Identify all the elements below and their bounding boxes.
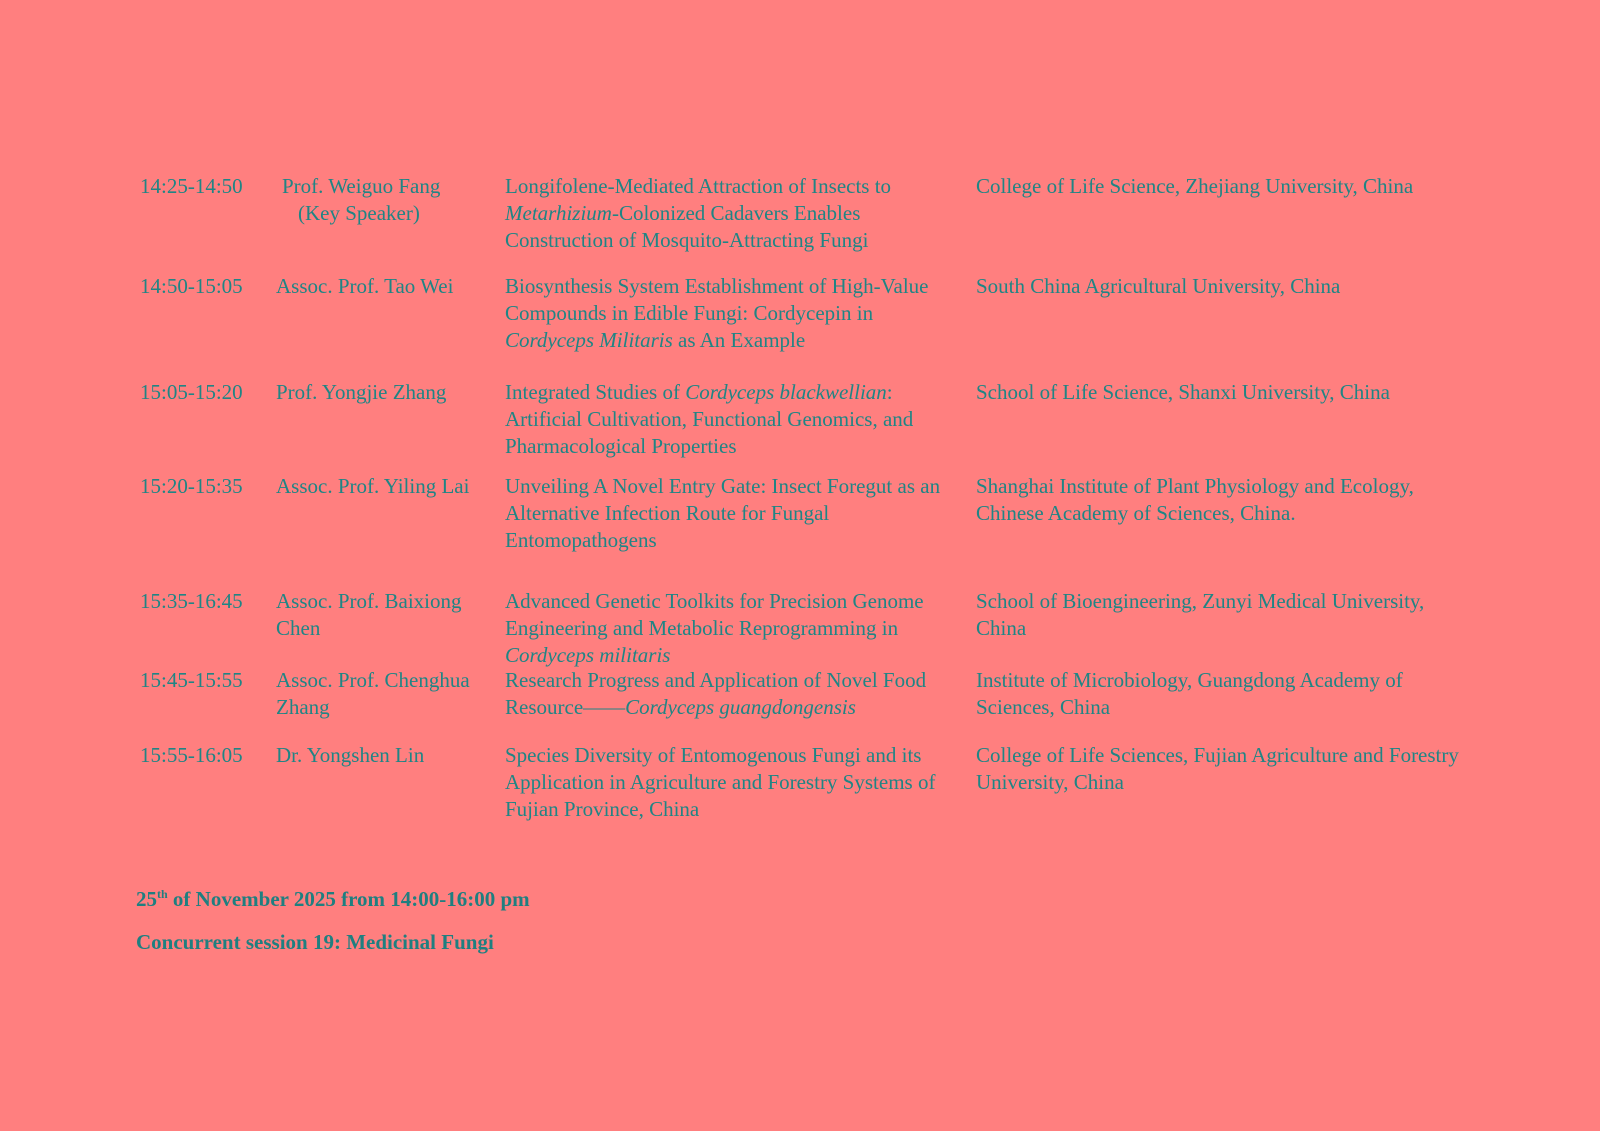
speaker-name: Assoc. Prof. Baixiong Chen bbox=[276, 589, 462, 640]
talk-title bbox=[505, 273, 955, 354]
talk-title bbox=[505, 667, 955, 721]
speaker-name: Assoc. Prof. Yiling Lai bbox=[276, 474, 470, 498]
speaker-name: Prof. Yongjie Zhang bbox=[276, 380, 447, 404]
affiliation: School of Bioengineering, Zunyi Medical University, China bbox=[976, 589, 1425, 640]
session-time: 15:05-15:20 bbox=[140, 380, 243, 404]
session-date-suffix: th bbox=[157, 887, 168, 901]
session-time: 14:50-15:05 bbox=[140, 274, 243, 298]
table-row bbox=[140, 379, 1470, 469]
talk-title-text: Integrated Studies of bbox=[505, 380, 686, 404]
table-row bbox=[140, 742, 1470, 832]
session-date-rest: of November 2025 from 14:00-16:00 pm bbox=[167, 887, 530, 911]
speaker-name: Dr. Yongshen Lin bbox=[276, 743, 425, 767]
affiliation: Institute of Microbiology, Guangdong Academy of Sciences, China bbox=[976, 668, 1403, 719]
talk-title bbox=[505, 379, 955, 460]
talk-title-italic: Cordyceps blackwellian bbox=[685, 380, 887, 404]
talk-title-italic: Cordyceps guangdongensis bbox=[625, 695, 856, 719]
talk-title bbox=[505, 473, 955, 554]
session-date-day: 25 bbox=[136, 887, 157, 911]
session-time: 14:25-14:50 bbox=[140, 174, 243, 198]
talk-title-text: Unveiling A Novel Entry Gate: Insect Foregut as an Alternative Infection Route for Fungal Entomopathogens bbox=[505, 474, 941, 552]
speaker-label: Prof. Weiguo Fang bbox=[282, 174, 441, 198]
table-row bbox=[140, 473, 1470, 563]
speaker-name bbox=[276, 173, 487, 227]
session-title: Concurrent session 19: Medicinal Fungi bbox=[136, 930, 494, 954]
talk-title-text: Advanced Genetic Toolkits for Precision Genome Engineering and Metabolic Reprogramming in bbox=[505, 589, 924, 640]
affiliation: College of Life Science, Zhejiang University, China bbox=[976, 174, 1414, 198]
talk-title-text: Research Progress and Application of Novel Food Resource—— bbox=[505, 668, 927, 719]
affiliation: College of Life Sciences, Fujian Agriculture and Forestry University, China bbox=[976, 743, 1459, 794]
session-time: 15:55-16:05 bbox=[140, 743, 243, 767]
session-date bbox=[136, 886, 530, 912]
talk-title-text: Species Diversity of Entomogenous Fungi and its Application in Agriculture and Forestry Systems of Fujian Province, China bbox=[505, 743, 936, 821]
talk-title-text: Longifolene-Mediated Attraction of Insects to bbox=[505, 174, 892, 198]
session-time: 15:20-15:35 bbox=[140, 474, 243, 498]
table-row bbox=[140, 173, 1470, 263]
talk-title bbox=[505, 588, 955, 669]
talk-title-italic: Cordyceps militaris bbox=[505, 643, 671, 667]
affiliation: Shanghai Institute of Plant Physiology and Ecology, Chinese Academy of Sciences, China. bbox=[976, 474, 1414, 525]
talk-title bbox=[505, 173, 955, 254]
talk-title-text: Biosynthesis System Establishment of High-Value Compounds in Edible Fungi: Cordycepin in bbox=[505, 274, 929, 325]
session-time: 15:35-16:45 bbox=[140, 589, 243, 613]
talk-title-italic: Cordyceps Militaris bbox=[505, 328, 673, 352]
speaker-name: Assoc. Prof. Chenghua Zhang bbox=[276, 668, 470, 719]
speaker-name: Assoc. Prof. Tao Wei bbox=[276, 274, 454, 298]
affiliation: South China Agricultural University, China bbox=[976, 274, 1341, 298]
session-time: 15:45-15:55 bbox=[140, 668, 243, 692]
talk-title bbox=[505, 742, 955, 823]
table-row bbox=[140, 588, 1470, 678]
talk-title-italic: Metarhizium bbox=[505, 201, 612, 225]
affiliation: School of Life Science, Shanxi University, China bbox=[976, 380, 1390, 404]
speaker-note: (Key Speaker) bbox=[298, 201, 420, 225]
talk-title-text: as An Example bbox=[672, 328, 806, 352]
talk-title-text: : Artificial Cultivation, Functional Genomics, and Pharmacological Properties bbox=[505, 380, 914, 458]
table-row bbox=[140, 273, 1470, 363]
talk-title-text: -Colonized Cadavers Enables Construction of Mosquito-Attracting Fungi bbox=[505, 201, 869, 252]
